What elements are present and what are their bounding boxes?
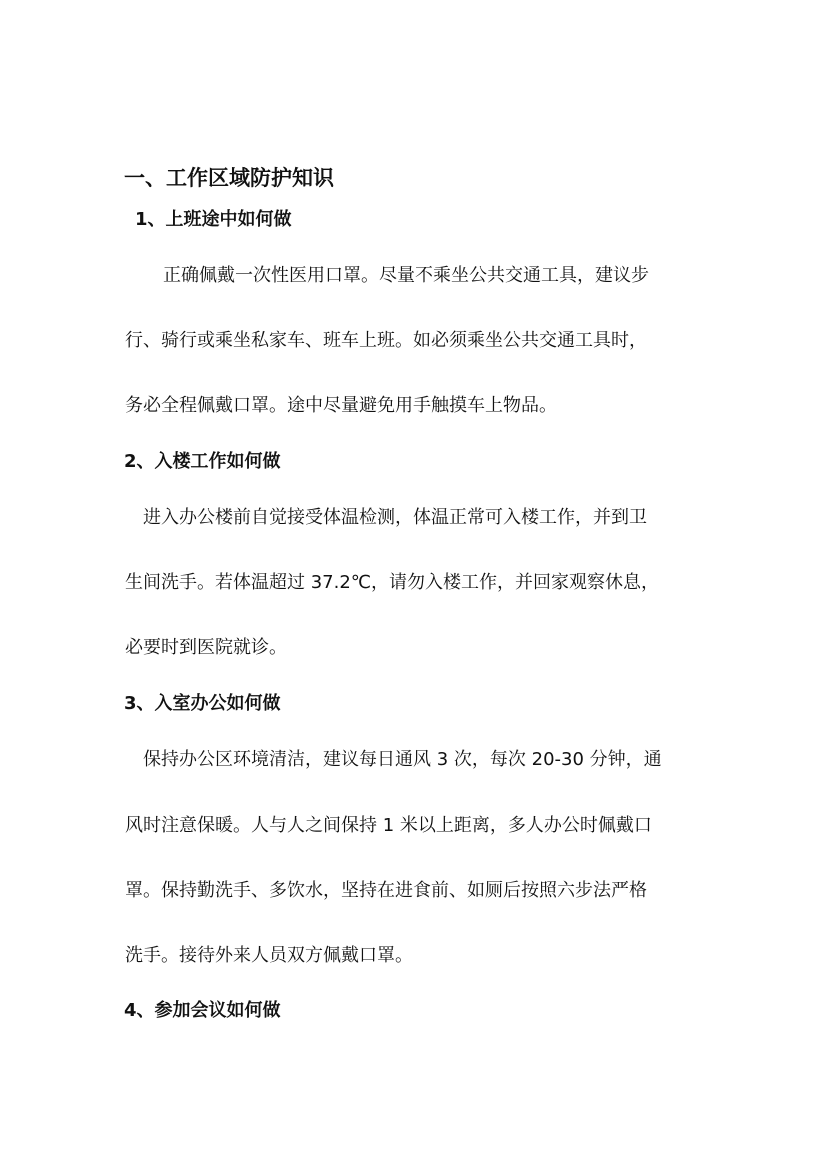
section-3-paragraph-line-4: 洗手。接待外来人员双方佩戴口罩。 — [125, 945, 413, 966]
section-3-heading: 3、入室办公如何做 — [124, 693, 281, 714]
section-2-heading: 2、入楼工作如何做 — [124, 451, 281, 472]
section-1-paragraph-line-3: 务必全程佩戴口罩。途中尽量避免用手触摸车上物品。 — [125, 395, 557, 416]
section-3-paragraph-line-3: 罩。保持勤洗手、多饮水，坚持在进食前、如厕后按照六步法严格 — [125, 880, 647, 901]
section-1-heading: 1、上班途中如何做 — [135, 209, 292, 230]
section-2-paragraph-line-1: 进入办公楼前自觉接受体温检测，体温正常可入楼工作，并到卫 — [143, 507, 647, 528]
section-3-paragraph-line-1: 保持办公区环境清洁，建议每日通风 3 次，每次 20-30 分钟，通 — [143, 749, 662, 770]
section-2-paragraph-line-2: 生间洗手。若体温超过 37.2℃，请勿入楼工作，并回家观察休息， — [125, 572, 660, 593]
section-1-paragraph-line-2: 行、骑行或乘坐私家车、班车上班。如必须乘坐公共交通工具时， — [125, 330, 647, 351]
section-1-paragraph-line-1: 正确佩戴一次性医用口罩。尽量不乘坐公共交通工具，建议步 — [163, 265, 649, 286]
section-3-paragraph-line-2: 风时注意保暖。人与人之间保持 1 米以上距离，多人办公时佩戴口 — [125, 815, 652, 836]
document-title: 一、工作区域防护知识 — [124, 166, 334, 190]
section-4-heading: 4、参加会议如何做 — [124, 1000, 281, 1021]
section-2-paragraph-line-3: 必要时到医院就诊。 — [125, 637, 287, 658]
